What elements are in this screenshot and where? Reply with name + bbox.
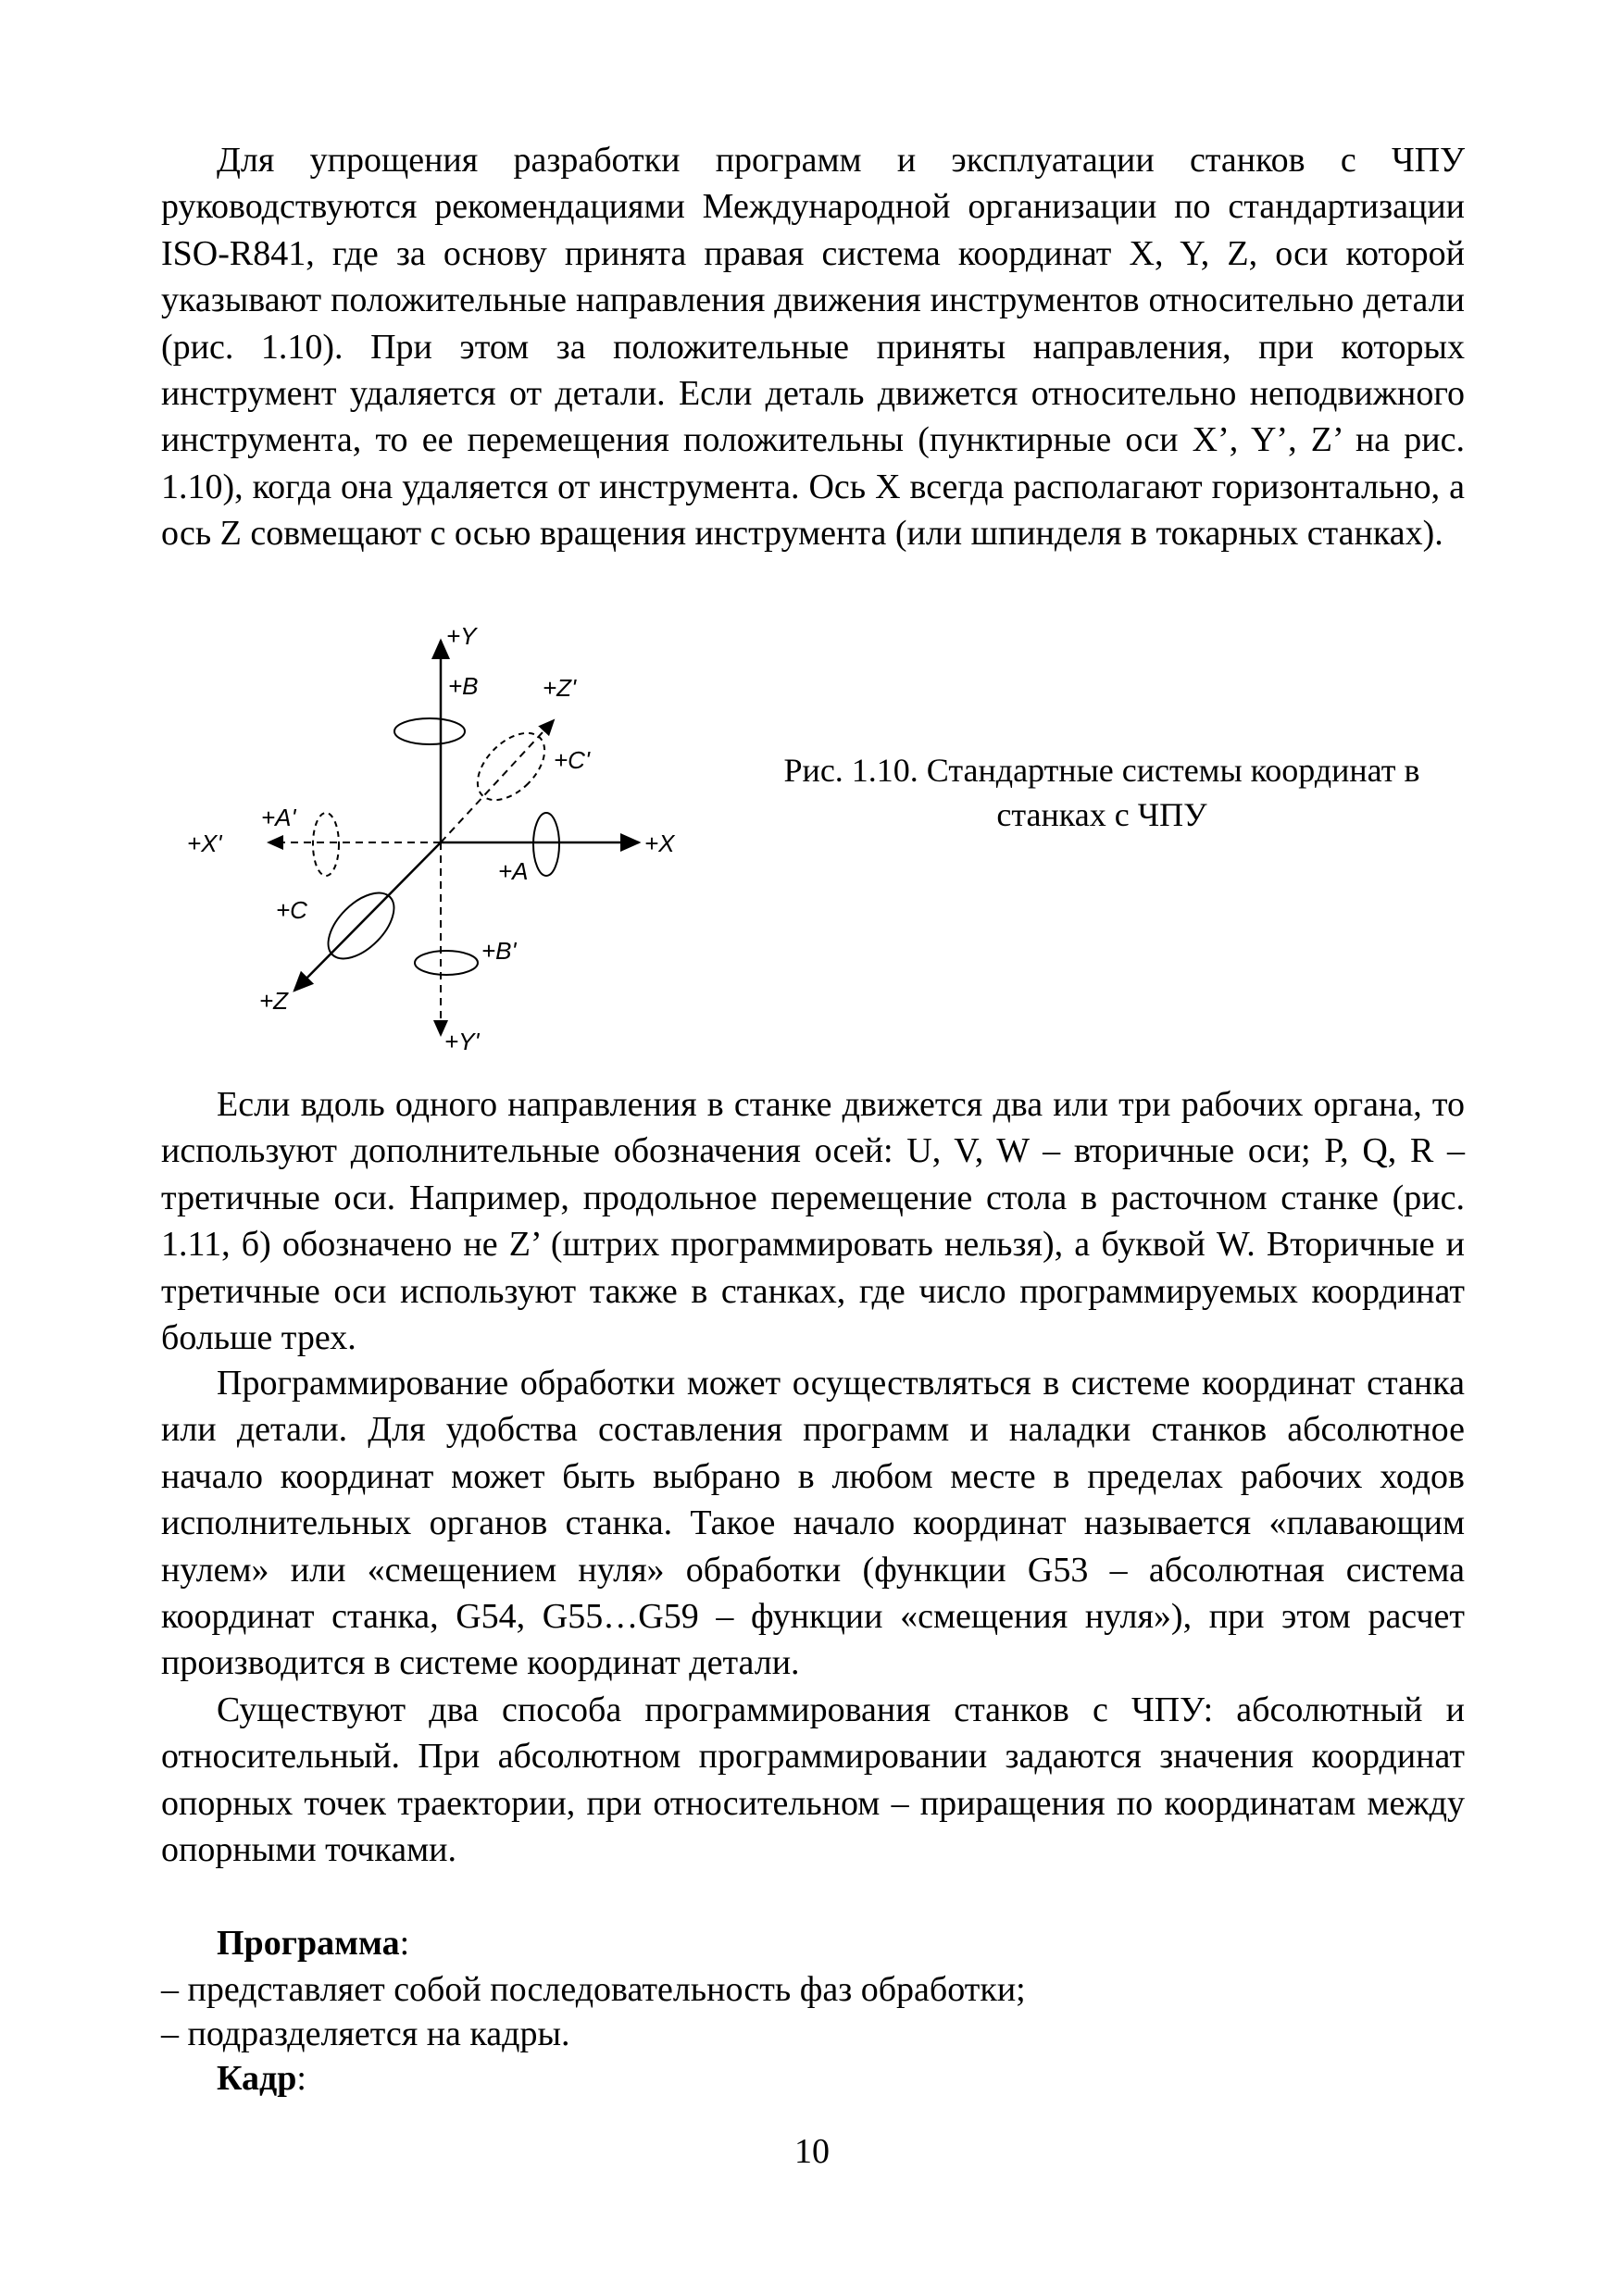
kadr-heading-colon: : (296, 2059, 306, 2098)
label-plus-b-prime: +B' (481, 937, 517, 965)
rotation-plus-a-prime-icon (313, 813, 339, 876)
program-heading (217, 1920, 1520, 1966)
rotation-plus-b-icon (394, 718, 465, 744)
rotation-plus-b-prime-icon (415, 951, 478, 975)
label-plus-c-prime: +C' (554, 746, 590, 774)
kadr-heading-text: Кадр (217, 2059, 297, 2098)
label-plus-z-prime: +Z' (543, 674, 577, 702)
program-list-item: – представляет собой последовательность фаз обработки; (161, 1970, 1026, 2009)
label-plus-x: +X (644, 829, 675, 857)
page-number: 10 (794, 2132, 830, 2171)
rotation-plus-a-icon (533, 813, 559, 876)
label-plus-c: +C (276, 896, 307, 924)
paragraph-floating-zero (161, 1360, 1465, 1687)
label-plus-y: +Y (446, 622, 477, 650)
paragraph-text: Существуют два способа программирования станков с ЧПУ: абсолютный и относительный. При абсолютном программировании задаются значения координат опорных точек траектории, при относительном – приращения по координатам между опорными точками. (161, 1690, 1465, 1870)
rotation-plus-c-icon (317, 881, 406, 970)
paragraph-text: Для упрощения разработки программ и эксплуатации станков с ЧПУ руководствуются рекомендациями Международной организации по стандартизации ISO-R841, где за основу принята правая система координат X, Y, Z, оси которой указывают положительные направления движения инструментов относительно детали (рис. 1.10). При этом за положительные приняты направления, при которых инструмент удаляется от детали. Если деталь движется относительно неподвижного инструмента, то ее перемещения положительны (пунктирные оси X’, Y’, Z’ на рис. 1.10), когда она удаляется от инструмента. Ось X всегда располагают горизонтально, а ось Z совмещают с осью вращения инструмента (или шпинделя в токарных станках). (161, 141, 1465, 554)
program-heading-text: Программа (217, 1924, 400, 1963)
label-plus-a-prime: +A' (261, 804, 296, 831)
paragraph-programming-methods (161, 1687, 1465, 1874)
paragraph-iso-coordinate-system (161, 137, 1465, 557)
paragraph-text: Программирование обработки может осуществляться в системе координат станка или детали. Для удобства составления программ и наладки станков абсолютное начало координат может быть выбрано в любом месте в пределах рабочих ходов исполнительных органов станка. Такое начало координат называется «плавающим нулем» или «смещением нуля» обработки (функции G53 – абсолютная система координат станка, G54, G55…G59 – функции «смещения нуля»), при этом расчет производится в системе координат детали. (161, 1364, 1465, 1683)
label-plus-y-prime: +Y' (444, 1028, 480, 1055)
label-plus-a: +A (498, 857, 529, 885)
figure-caption: Рис. 1.10. Стандартные системы координат в станках с ЧПУ (783, 752, 1420, 833)
kadr-heading (217, 2055, 1520, 2102)
label-plus-z: +Z (259, 987, 289, 1015)
rotation-plus-c-prime-icon (466, 721, 557, 813)
coordinate-system-figure (176, 620, 731, 1065)
program-list-item: – подразделяется на кадры. (161, 2014, 570, 2053)
paragraph-secondary-axes (161, 1081, 1465, 1361)
paragraph-text: Если вдоль одного направления в станке движется два или три рабочих органа, то используют дополнительные обозначения осей: U, V, W – вторичные оси; P, Q, R – третичные оси. Например, продольное перемещение стола в расточном станке (рис. 1.11, б) обозначено не Z’ (штрих программировать нельзя), а буквой W. Вторичные и третичные оси используют также в станках, где число программируемых координат больше трех. (161, 1085, 1465, 1358)
label-plus-x-prime: +X' (187, 829, 222, 857)
label-plus-b: +B (448, 672, 479, 700)
program-heading-colon: : (399, 1924, 410, 1963)
